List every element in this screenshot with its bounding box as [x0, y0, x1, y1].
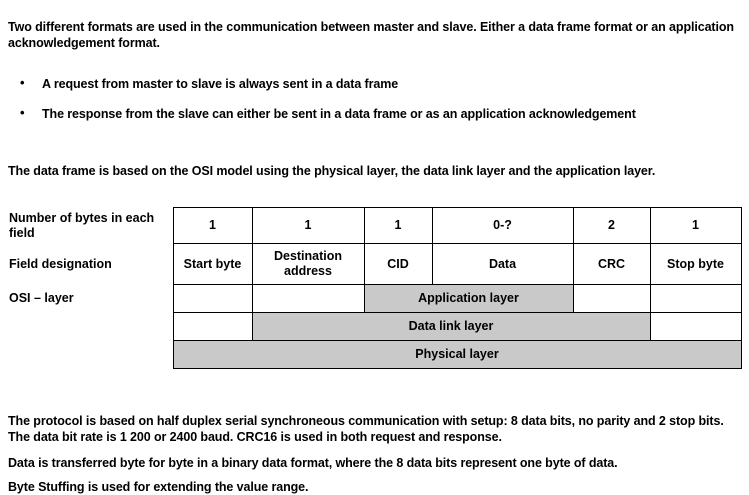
bullet-list: [8, 76, 728, 136]
field-cell: Start byte: [173, 244, 252, 285]
empty-cell: [650, 285, 741, 313]
data-frame-table: [8, 207, 742, 369]
field-cell: Data: [432, 244, 573, 285]
field-cell: Stop byte: [650, 244, 741, 285]
table-row: [8, 285, 741, 313]
bytes-cell: 1: [252, 208, 364, 244]
field-cell: CID: [364, 244, 432, 285]
empty-cell: [650, 313, 741, 341]
empty-cell: [252, 285, 364, 313]
data-link-layer-cell: Data link layer: [252, 313, 650, 341]
field-cell: Destination address: [252, 244, 364, 285]
empty-cell: [173, 285, 252, 313]
bytes-cell: 1: [173, 208, 252, 244]
row-label-spacer: [8, 341, 173, 369]
bytes-cell: 1: [650, 208, 741, 244]
bytes-cell: 1: [364, 208, 432, 244]
table-row: [8, 341, 741, 369]
table-row: [8, 208, 741, 244]
row-label-designation: Field designation: [9, 256, 112, 271]
list-item: • A request from master to slave is always sent in a data frame: [8, 76, 728, 92]
table-row: [8, 313, 741, 341]
bytes-cell: 0-?: [432, 208, 573, 244]
list-item: • The response from the slave can either be sent in a data frame or as an application acknowledgement: [8, 106, 728, 122]
bytes-cell: 2: [573, 208, 650, 244]
empty-cell: [173, 313, 252, 341]
field-cell: CRC: [573, 244, 650, 285]
protocol-paragraph: The protocol is based on half duplex serial synchroneous communication with setup: 8 data bits, no parity and 2 stop bits. The data bit rate is 1 200 or 2400 baud. CRC16 is used in both request and response.: [8, 413, 724, 444]
application-layer-cell: Application layer: [364, 285, 573, 313]
row-label-spacer: [8, 313, 173, 341]
osi-model-note: The data frame is based on the OSI model using the physical layer, the data link layer and the application layer.: [8, 163, 656, 178]
transfer-paragraph: Data is transferred byte for byte in a binary data format, where the 8 data bits represent one byte of data.: [8, 455, 618, 470]
empty-cell: [573, 285, 650, 313]
intro-paragraph: Two different formats are used in the communication between master and slave. Either a data frame format or an application acknowledgement format.: [8, 19, 734, 50]
row-label-osi: OSI – layer: [9, 291, 74, 305]
row-label-bytes: Number of bytes in each field: [9, 210, 155, 240]
physical-layer-cell: Physical layer: [173, 341, 741, 369]
byte-stuffing-paragraph: Byte Stuffing is used for extending the value range.: [8, 479, 309, 494]
table-row: [8, 244, 741, 285]
